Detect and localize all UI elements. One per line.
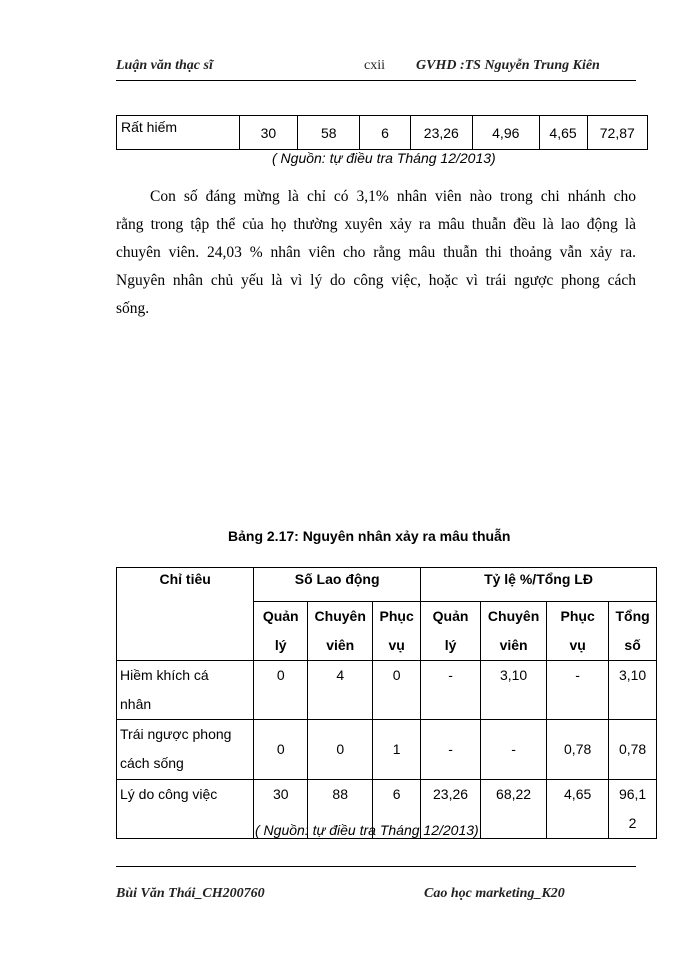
table-cell: 23,26 xyxy=(410,116,472,150)
table-title: Bảng 2.17: Nguyên nhân xảy ra mâu thuẫn xyxy=(228,528,511,544)
footer-rule xyxy=(116,866,636,867)
subheader-line: lý xyxy=(274,637,287,653)
table-cell: 0 xyxy=(254,661,308,720)
table-cell: 4,65 xyxy=(539,116,587,150)
subheader-cell xyxy=(373,602,421,661)
table-cell xyxy=(609,780,657,839)
cell-line: 2 xyxy=(628,815,637,831)
subheader-cell xyxy=(421,602,481,661)
paragraph-line: Con số đáng mừng là chỉ có 3,1% nhân viên nào trong chi nhánh cho xyxy=(150,188,636,205)
subheader-cell xyxy=(481,602,547,661)
table-cell: 0 xyxy=(373,661,421,720)
table-row xyxy=(117,720,657,780)
header-group-labor: Số Lao động xyxy=(254,568,421,602)
table-cell: 1 xyxy=(373,720,421,780)
subheader-line: vụ xyxy=(388,637,405,653)
table-cell: 58 xyxy=(298,116,360,150)
table-cell: 6 xyxy=(360,116,410,150)
subheader-line: Chuyên xyxy=(314,608,366,624)
subheader-line: vụ xyxy=(569,637,586,653)
subheader-line: Quản xyxy=(432,608,469,624)
table-cell: 88 xyxy=(308,780,373,839)
subheader-line: lý xyxy=(444,637,457,653)
table-cell: 30 xyxy=(254,780,308,839)
table-cell: - xyxy=(421,720,481,780)
table-cell: - xyxy=(547,661,609,720)
subheader-cell xyxy=(609,602,657,661)
header-right: GVHD :TS Nguyễn Trung Kiên xyxy=(416,58,600,73)
row-label: Lý do công việc xyxy=(117,780,254,839)
table-cell: 68,22 xyxy=(481,780,547,839)
body-paragraph xyxy=(116,183,636,323)
subheader-line: Phục xyxy=(379,608,414,624)
table-cell: 0,78 xyxy=(609,720,657,780)
footer-left: Bùi Văn Thái_CH200760 xyxy=(116,886,265,901)
header-left: Luận văn thạc sĩ xyxy=(116,58,213,73)
subheader-line: Tổng xyxy=(615,608,650,624)
source-note-2: ( Nguồn: tự điều tra Tháng 12/2013) xyxy=(255,822,479,838)
footer-right: Cao học marketing_K20 xyxy=(424,886,565,901)
table-cell: 0,78 xyxy=(547,720,609,780)
table-cell: 3,10 xyxy=(609,661,657,720)
row-label-line: cách sống xyxy=(120,755,184,771)
table-row xyxy=(117,116,648,150)
row-label xyxy=(117,661,254,720)
table-cell: 4,65 xyxy=(547,780,609,839)
row-label xyxy=(117,720,254,780)
table-cell: 6 xyxy=(373,780,421,839)
table-cell: 30 xyxy=(239,116,297,150)
table-cell: 3,10 xyxy=(481,661,547,720)
subheader-cell xyxy=(254,602,308,661)
table-cell: 23,26 xyxy=(421,780,481,839)
subheader-line: viên xyxy=(326,637,355,653)
main-table xyxy=(116,567,657,839)
row-label: Rất hiếm xyxy=(117,116,240,150)
header-rule xyxy=(116,80,636,81)
row-label-line: Hiềm khích cá xyxy=(120,667,209,683)
paragraph-line: sống. xyxy=(116,300,150,317)
header-group-ratio: Tỷ lệ %/Tổng LĐ xyxy=(421,568,657,602)
row-label-line: Trái ngược phong xyxy=(120,726,232,742)
paragraph-line: chuyên viên. 24,03 % nhân viên cho rằng mâu thuẫn thi thoảng vẫn xảy ra. xyxy=(116,244,636,261)
cell-line: 96,1 xyxy=(618,786,647,802)
table-cell: - xyxy=(421,661,481,720)
table-row xyxy=(117,661,657,720)
table-header-row xyxy=(117,568,657,602)
table-cell: 0 xyxy=(254,720,308,780)
table-cell: 4 xyxy=(308,661,373,720)
source-note-1: ( Nguồn: tự điều tra Tháng 12/2013) xyxy=(272,150,496,166)
subheader-cell xyxy=(308,602,373,661)
subheader-line: viên xyxy=(499,637,528,653)
subheader-line: số xyxy=(624,637,641,653)
subheader-line: Quản xyxy=(262,608,299,624)
table-cell: 0 xyxy=(308,720,373,780)
table-cell: - xyxy=(481,720,547,780)
subheader-line: Phục xyxy=(560,608,595,624)
table-cell: 4,96 xyxy=(473,116,540,150)
top-table xyxy=(116,115,648,150)
table-cell: 72,87 xyxy=(587,116,647,150)
row-label-line: nhân xyxy=(120,696,152,712)
paragraph-line: Nguyên nhân chủ yếu là vì lý do công việc, hoặc vì trái ngược phong cách xyxy=(116,272,636,289)
subheader-line: Chuyên xyxy=(487,608,540,624)
page-number: cxii xyxy=(364,58,385,73)
subheader-cell xyxy=(547,602,609,661)
header-criteria: Chỉ tiêu xyxy=(117,568,254,661)
paragraph-line: rằng trong tập thể của họ thường xuyên xảy ra mâu thuẫn đều là lao động là xyxy=(116,216,636,233)
